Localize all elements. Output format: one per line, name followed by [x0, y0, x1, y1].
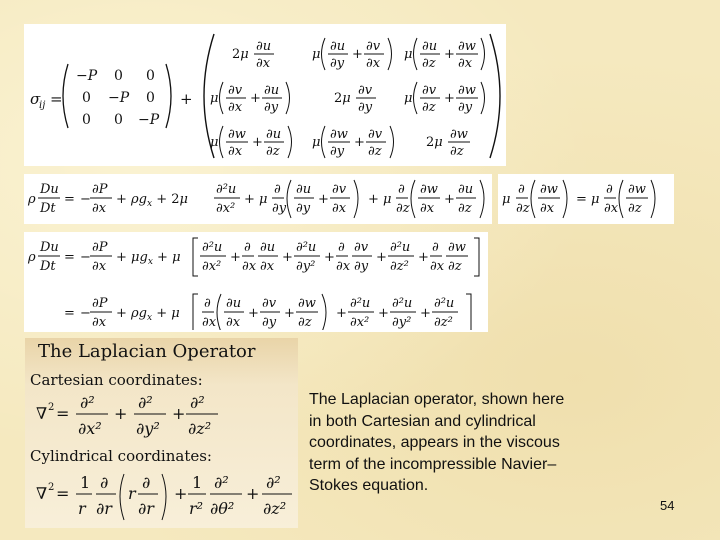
svg-text:∂z: ∂z [422, 56, 436, 71]
svg-text:+: + [250, 91, 261, 106]
svg-text:+: + [420, 306, 431, 321]
svg-text:∂y: ∂y [264, 100, 279, 115]
momentum-eq-2-svg [26, 234, 486, 330]
svg-text:μ: μ [312, 135, 321, 150]
svg-text:∂u: ∂u [266, 127, 282, 142]
svg-text:+ ρgx + 2μ: + $\rho g_x + 2\mu$ [116, 192, 188, 209]
svg-text:−P: −P [76, 68, 98, 84]
svg-text:+: + [230, 250, 241, 265]
stress-tensor-equation [28, 30, 504, 165]
svg-text:∂w: ∂w [628, 182, 646, 197]
svg-text:∂z: ∂z [458, 201, 472, 216]
svg-text:Du: Du [40, 182, 59, 197]
svg-text:+: + [282, 250, 293, 265]
momentum-eq-1 [26, 176, 490, 225]
svg-text:r²: r² [189, 499, 204, 518]
svg-text:=: = [56, 404, 70, 423]
svg-text:0: 0 [146, 90, 155, 106]
svg-text:∂z: ∂z [628, 201, 642, 216]
svg-text:∂²u: ∂²u [392, 296, 413, 311]
svg-text:∂w: ∂w [458, 83, 476, 98]
svg-text:2μ: 2μ [232, 47, 249, 62]
svg-text:+: + [418, 250, 429, 265]
svg-text:∂z: ∂z [448, 259, 462, 274]
svg-text:∂²: ∂² [266, 473, 281, 492]
svg-text:+ ρgx + μ: + $\rho g_x + \mu$ [116, 306, 180, 323]
svg-text:∂²u: ∂²u [296, 240, 317, 255]
svg-text:ρ: ρ [28, 192, 36, 207]
svg-text:= μ: = μ [576, 192, 600, 207]
svg-text:∂u: ∂u [260, 240, 276, 255]
svg-text:∂v: ∂v [354, 240, 369, 255]
cylindrical-laplacian-svg [34, 470, 296, 526]
svg-text:2: 2 [48, 482, 55, 493]
svg-text:2μ: 2μ [426, 135, 443, 150]
laplacian-title: The Laplacian Operator [38, 341, 256, 362]
svg-text:1: 1 [192, 473, 203, 492]
svg-text:μ: μ [404, 47, 413, 62]
svg-text:∂x: ∂x [420, 201, 435, 216]
svg-text:∂x: ∂x [256, 56, 271, 71]
svg-text:∂x²: ∂x² [78, 419, 102, 438]
svg-text:∂z: ∂z [450, 144, 464, 159]
identity-eq-svg [500, 176, 672, 222]
svg-text:∂: ∂ [204, 296, 211, 311]
svg-text:∂v: ∂v [332, 182, 347, 197]
svg-text:∂x: ∂x [226, 315, 241, 330]
svg-text:∂z: ∂z [368, 144, 382, 159]
svg-text:∂u: ∂u [264, 83, 280, 98]
svg-text:=: = [50, 90, 63, 108]
svg-text:ij: ij [39, 100, 46, 111]
svg-text:∂x: ∂x [604, 201, 619, 216]
svg-text:+: + [284, 306, 295, 321]
svg-text:∂x: ∂x [540, 201, 555, 216]
svg-text:∂x: ∂x [228, 100, 243, 115]
svg-text:∂w: ∂w [420, 182, 438, 197]
svg-text:∂y: ∂y [330, 144, 345, 159]
svg-text:∂u: ∂u [330, 39, 346, 54]
svg-text:∂z²: ∂z² [188, 419, 212, 438]
svg-text:∂²u: ∂²u [350, 296, 371, 311]
svg-text:∂P: ∂P [92, 296, 108, 311]
svg-text:∂²: ∂² [138, 393, 153, 412]
svg-text:∂: ∂ [432, 240, 439, 255]
svg-text:∂x: ∂x [458, 56, 473, 71]
svg-text:μ: μ [210, 135, 219, 150]
svg-text:∇: ∇ [36, 404, 48, 423]
svg-text:−P: −P [108, 90, 130, 106]
svg-text:∂: ∂ [274, 182, 281, 197]
svg-text:∂u: ∂u [458, 182, 474, 197]
svg-text:∂y²: ∂y² [392, 315, 412, 330]
svg-text:ρ: ρ [28, 250, 36, 265]
svg-text:∂y: ∂y [358, 100, 373, 115]
svg-text:∂y²: ∂y² [296, 259, 316, 274]
svg-text:∂: ∂ [398, 182, 405, 197]
svg-text:0: 0 [82, 112, 91, 128]
svg-text:∂x: ∂x [366, 56, 381, 71]
svg-text:−: − [80, 192, 91, 207]
svg-text:∂x: ∂x [228, 144, 243, 159]
svg-text:+: + [444, 91, 455, 106]
svg-text:Du: Du [40, 240, 59, 255]
svg-text:+: + [246, 484, 260, 503]
svg-text:∂w: ∂w [450, 127, 468, 142]
svg-text:0: 0 [114, 68, 123, 84]
svg-text:∂w: ∂w [330, 127, 348, 142]
svg-text:∂²: ∂² [214, 473, 229, 492]
identity-eq [500, 176, 672, 225]
svg-text:0: 0 [146, 68, 155, 84]
svg-text:=: = [64, 250, 75, 265]
cartesian-label: Cartesian coordinates: [30, 371, 203, 389]
svg-text:∂y: ∂y [330, 56, 345, 71]
svg-text:∂²u: ∂²u [390, 240, 411, 255]
svg-text:+: + [114, 404, 128, 423]
svg-text:∂v: ∂v [422, 83, 437, 98]
svg-text:+: + [352, 47, 363, 62]
svg-text:∂v: ∂v [228, 83, 243, 98]
svg-text:∂u: ∂u [422, 39, 438, 54]
svg-text:2: 2 [48, 402, 55, 413]
svg-text:∂: ∂ [100, 473, 109, 492]
svg-text:∂x: ∂x [260, 259, 275, 274]
svg-text:+: + [172, 404, 186, 423]
svg-text:∂v: ∂v [262, 296, 277, 311]
svg-text:2μ: 2μ [334, 91, 351, 106]
svg-text:∂x: ∂x [92, 315, 107, 330]
svg-text:∂w: ∂w [458, 39, 476, 54]
svg-text:∂z²: ∂z² [390, 259, 409, 274]
svg-text:r: r [78, 499, 86, 518]
svg-text:∂x: ∂x [336, 259, 351, 274]
cartesian-laplacian-eq [34, 390, 224, 443]
svg-text:∂r: ∂r [96, 499, 112, 518]
svg-text:∂²u: ∂²u [202, 240, 223, 255]
momentum-eq-1-svg [26, 176, 490, 222]
svg-text:+: + [252, 135, 263, 150]
svg-text:+ μ: + μ [244, 192, 268, 207]
svg-text:∂y: ∂y [262, 315, 277, 330]
svg-text:∂w: ∂w [540, 182, 558, 197]
svg-text:∂: ∂ [142, 473, 151, 492]
svg-text:∂z: ∂z [396, 201, 410, 216]
svg-text:+: + [174, 484, 188, 503]
svg-text:∂u: ∂u [256, 39, 272, 54]
svg-text:∂r: ∂r [138, 499, 154, 518]
svg-text:+: + [248, 306, 259, 321]
svg-text:∂w: ∂w [298, 296, 316, 311]
svg-text:∂x²: ∂x² [202, 259, 222, 274]
svg-text:∇: ∇ [36, 484, 48, 503]
svg-text:∂²u: ∂²u [216, 182, 237, 197]
svg-text:−: − [80, 306, 91, 321]
cylindrical-label: Cylindrical coordinates: [30, 447, 212, 465]
svg-text:+: + [336, 306, 347, 321]
svg-text:∂z²: ∂z² [263, 499, 287, 518]
svg-text:μ: μ [502, 192, 511, 207]
svg-text:+: + [324, 250, 335, 265]
svg-text:∂: ∂ [244, 240, 251, 255]
svg-text:0: 0 [82, 90, 91, 106]
svg-text:∂w: ∂w [228, 127, 246, 142]
svg-text:∂P: ∂P [92, 240, 108, 255]
svg-text:+ μgx + μ: + $\mu g_x + \mu$ [116, 250, 181, 267]
svg-text:∂z: ∂z [298, 315, 312, 330]
svg-text:+: + [376, 250, 387, 265]
svg-text:+: + [444, 192, 455, 207]
svg-text:∂: ∂ [518, 182, 525, 197]
caption-text: The Laplacian operator, shown here in both Cartesian and cylindrical coordinates, appears in the viscous term of the incompressible Navier–Stokes equation. [309, 391, 565, 495]
svg-text:+ μ: + μ [368, 192, 392, 207]
svg-text:∂²u: ∂²u [434, 296, 455, 311]
svg-text:∂z: ∂z [422, 100, 436, 115]
svg-text:∂v: ∂v [368, 127, 383, 142]
svg-text:1: 1 [80, 473, 91, 492]
svg-text:−P: −P [138, 112, 160, 128]
svg-text:∂z²: ∂z² [434, 315, 453, 330]
svg-text:=: = [64, 192, 75, 207]
svg-text:=: = [64, 306, 75, 321]
svg-text:∂w: ∂w [448, 240, 466, 255]
svg-text:Dt: Dt [40, 259, 56, 274]
svg-text:∂y: ∂y [296, 201, 311, 216]
svg-text:∂y: ∂y [272, 201, 287, 216]
svg-text:∂θ²: ∂θ² [210, 499, 235, 518]
svg-text:∂x²: ∂x² [350, 315, 370, 330]
svg-text:∂x²: ∂x² [216, 201, 236, 216]
svg-text:∂y: ∂y [354, 259, 369, 274]
svg-text:∂x: ∂x [430, 259, 445, 274]
svg-text:∂²: ∂² [80, 393, 95, 412]
svg-text:+: + [318, 192, 329, 207]
page-number: 54 [660, 498, 675, 513]
svg-text:∂x: ∂x [332, 201, 347, 216]
svg-text:σ: σ [30, 90, 41, 108]
svg-text:μ: μ [404, 91, 413, 106]
svg-text:+: + [354, 135, 365, 150]
svg-text:+: + [444, 47, 455, 62]
svg-text:+: + [180, 90, 193, 108]
svg-text:Dt: Dt [40, 201, 56, 216]
svg-text:∂z: ∂z [516, 201, 530, 216]
svg-text:μ: μ [210, 91, 219, 106]
svg-text:∂: ∂ [338, 240, 345, 255]
svg-text:∂v: ∂v [358, 83, 373, 98]
svg-text:μ: μ [312, 47, 321, 62]
svg-text:∂²: ∂² [190, 393, 205, 412]
svg-text:r: r [128, 484, 136, 503]
svg-text:0: 0 [114, 112, 123, 128]
svg-text:∂x: ∂x [92, 201, 107, 216]
svg-text:∂u: ∂u [296, 182, 312, 197]
stress-tensor-svg [28, 30, 504, 162]
momentum-eq-2 [26, 234, 486, 333]
svg-text:∂P: ∂P [92, 182, 108, 197]
svg-text:∂y²: ∂y² [136, 419, 160, 438]
svg-text:∂z: ∂z [266, 144, 280, 159]
svg-text:=: = [56, 484, 70, 503]
svg-text:∂y: ∂y [458, 100, 473, 115]
cartesian-laplacian-svg [34, 390, 224, 440]
svg-text:∂u: ∂u [226, 296, 242, 311]
svg-text:∂: ∂ [606, 182, 613, 197]
cylindrical-laplacian-eq [34, 470, 296, 529]
svg-text:∂v: ∂v [366, 39, 381, 54]
svg-text:∂x: ∂x [242, 259, 257, 274]
svg-text:+: + [378, 306, 389, 321]
svg-text:∂x: ∂x [202, 315, 217, 330]
svg-text:−: − [80, 250, 91, 265]
svg-text:∂x: ∂x [92, 259, 107, 274]
